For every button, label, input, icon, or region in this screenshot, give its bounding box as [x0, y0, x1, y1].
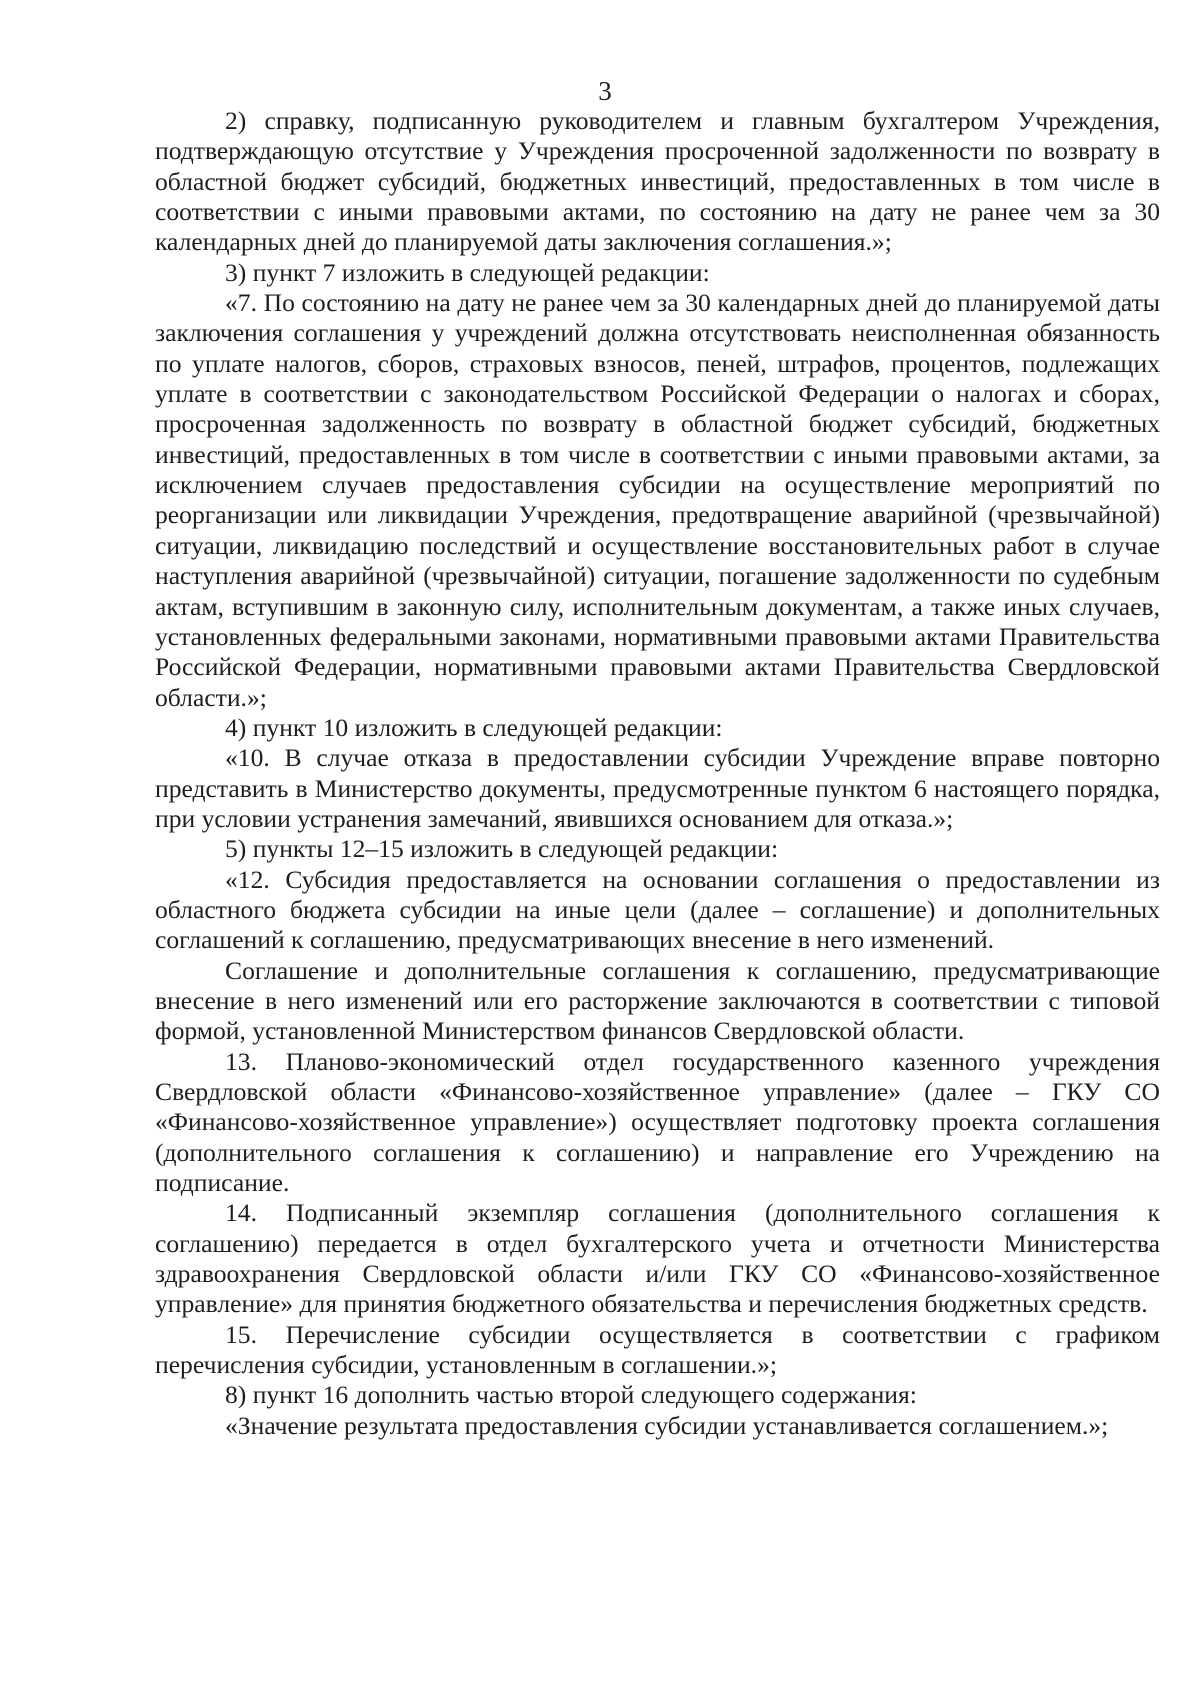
paragraph-item-8-heading: 8) пункт 16 дополнить частью второй следующего содержания: — [225, 1380, 917, 1410]
paragraph-clause-13: 13. Планово-экономический отдел государственного казенного учреждения Свердловской области «Финансово-хозяйственное управление» (далее – ГКУ СО «Финансово-хозяйственное управление») осуществляет подготовку проекта соглашения (дополнительного соглашения к соглашению) и направление его Учреждению на подписание. — [155, 1046, 1160, 1198]
document-body — [155, 106, 1160, 1441]
paragraph-agreement: Соглашение и дополнительные соглашения к соглашению, предусматривающие внесение в него изменений или его расторжение заключаются в соответствии с типовой формой, установленной Министерством финансов Свердловской области. — [155, 955, 1160, 1046]
paragraph-certificate: 2) справку, подписанную руководителем и главным бухгалтером Учреждения, подтверждающую отсутствие у Учреждения просроченной задолженности по возврату в областной бюджет субсидий, бюджетных инвестиций, предоставленных в том числе в соответствии с иными правовыми актами, по состоянию на дату не ранее чем за 30 календарных дней до планируемой даты заключения соглашения.»; — [155, 106, 1160, 257]
paragraph-clause-10: «10. В случае отказа в предоставлении субсидии Учреждение вправе повторно представить в Министерство документы, предусмотренные пунктом 6 настоящего порядка, при условии устранения замечаний, явившихся основанием для отказа.»; — [155, 743, 1160, 833]
paragraph-clause-14: 14. Подписанный экземпляр соглашения (дополнительного соглашения к соглашению) передается в отдел бухгалтерского учета и отчетности Министерства здравоохранения Свердловской области и/или ГКУ СО «Финансово-хозяйственное управление» для принятия бюджетного обязательства и перечисления бюджетных средств. — [155, 1198, 1160, 1319]
paragraph-item-4-heading: 4) пункт 10 изложить в следующей редакции: — [225, 712, 723, 742]
paragraph-clause-15: 15. Перечисление субсидии осуществляется в соответствии с графиком перечисления субсидии, установленным в соглашении.»; — [155, 1319, 1160, 1380]
paragraph-result-value: «Значение результата предоставления субсидии устанавливается соглашением.»; — [225, 1410, 1109, 1440]
paragraph-item-3-heading: 3) пункт 7 изложить в следующей редакции: — [225, 257, 710, 287]
paragraph-item-5-heading: 5) пункты 12–15 изложить в следующей редакции: — [225, 834, 779, 864]
paragraph-clause-7: «7. По состоянию на дату не ранее чем за 30 календарных дней до планируемой даты заключения соглашения у учреждений должна отсутствовать неисполненная обязанность по уплате налогов, сборов, страховых взносов, пеней, штрафов, процентов, подлежащих уплате в соответствии с законодательством Российской Федерации о налогах и сборах, просроченная задолженность по возврату в областной бюджет субсидий, бюджетных инвестиций, предоставленных в том числе в соответствии с иными правовыми актами, за исключением случаев предоставления субсидии на осуществление мероприятий по реорганизации или ликвидации Учреждения, предотвращение аварийной (чрезвычайной) ситуации, ликвидацию последствий и осуществление восстановительных работ в случае наступления аварийной (чрезвычайной) ситуации, погашение задолженности по судебным актам, вступившим в законную силу, исполнительным документам, а также иных случаев, установленных федеральными законами, нормативными правовыми актами Правительства Российской Федерации, нормативными правовыми актами Правительства Свердловской области.»; — [155, 288, 1160, 712]
paragraph-clause-12: «12. Субсидия предоставляется на основании соглашения о предоставлении из областного бюджета субсидии на иные цели (далее – соглашение) и дополнительных соглашений к соглашению, предусматривающих внесение в него изменений. — [155, 864, 1160, 955]
page-number: 3 — [598, 76, 612, 106]
